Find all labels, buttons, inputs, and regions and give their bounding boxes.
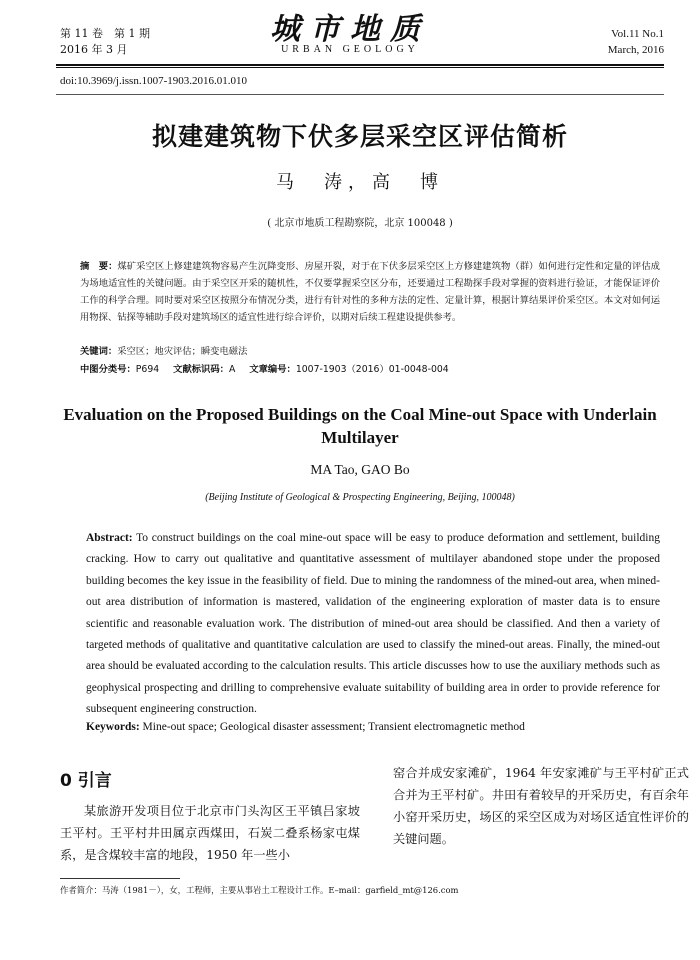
date-cn: 2016 年 3 月	[60, 43, 128, 56]
keywords-cn-text: 采空区；地灾评估；瞬变电磁法	[117, 346, 248, 357]
journal-masthead	[250, 14, 450, 56]
article-title-en: Evaluation on the Proposed Buildings on the Coal Mine-out Space with Underlain Multilayer	[63, 405, 657, 447]
authors-en: MA Tao, GAO Bo	[310, 462, 410, 477]
keywords-en-text: Mine-out space; Geological disaster assessment; Transient electromagnetic method	[139, 721, 525, 733]
header-rule-thick	[56, 64, 664, 66]
keywords-en	[86, 718, 660, 736]
abstract-cn-text: 煤矿采空区上修建建筑物容易产生沉降变形、房屋开裂，对于在下伏多层采空区上方修建建筑物（群）如何进行定性和定量的评估成为场地适宜性的关键问题。由于采空区开采的随机性，不仅要掌握采空区分布，还要通过工程勘探手段对掌握的资料进行验证，才能保证评价工作的科学合理。同时要对采空区按照分布情况分类，进行有针对性的多种方法的定性、定量计算，根据计算结果评价采空区。本文对如何运用物探、钻探等辅助手段对建筑场区的适宜性进行综合评价，以期对后续工程建设提供参考。	[80, 261, 660, 323]
abstract-en-label: Abstract:	[86, 532, 133, 544]
volume-issue-en: Vol.11 No.1	[611, 28, 664, 40]
journal-logo: 城市地质	[270, 12, 430, 47]
header-volume-en	[608, 26, 664, 58]
authors-cn: 马 涛，高 博	[276, 172, 444, 193]
clc-label: 中图分类号：	[80, 364, 136, 375]
keywords-cn	[80, 343, 660, 360]
clc-value: P694	[135, 364, 160, 375]
affiliation-cn: ( 北京市地质工程勘察院，北京 100048 )	[267, 218, 453, 229]
abstract-en-text: To construct buildings on the coal mine-out space will be easy to produce deformation and settlement, building cracking. How to carry out qualitative and quantitative assessment of multilayer abandoned stope under the proposed building becomes the key issue in the feasibility of field. Due to mining the randomness of the mined-out area, when mined-out area distribution of information is mastered, validation of the engineering exploration of master data is to ensure scientific and reasonable evaluation work. The distribution of mined-out area should be classified. And then a variety of targeted methods of qualitative and quantitative calculation are used to classify the mined-out areas. Finally, the mined-out area should be evaluated according to the calculation results. This article discusses how to use the auxiliary methods such as geophysical prospecting and drilling to comprehensive evaluate suitability of building area in order to provide reference for subsequent engineering construction.	[86, 532, 660, 716]
date-en: March, 2016	[607, 44, 664, 56]
journal-name-en: URBAN GEOLOGY	[281, 44, 419, 55]
doc-code-label: 文献标识码：	[173, 364, 229, 375]
header-rule-thin	[56, 67, 664, 68]
footnote-rule	[60, 878, 180, 879]
volume-issue-cn: 第 11 卷 第 1 期	[60, 27, 150, 40]
doi-rule	[56, 94, 664, 95]
article-no-label: 文章编号：	[249, 364, 296, 375]
keywords-en-label: Keywords:	[86, 721, 140, 733]
doc-code-value: A	[228, 364, 236, 375]
body-column-right: 窑合并成安家滩矿，1964 年安家滩矿与王平村矿正式合并为王平村矿。井田有着较早的开采历史，有百余年小窑开采历史，场区的采空区成为对场区适宜性评价的关键问题。	[393, 766, 689, 846]
body-column-left: 某旅游开发项目位于北京市门头沟区王平镇吕家坡王平村。王平村井田属京西煤田，石炭二叠系杨家屯煤系，是含煤较丰富的地段，1950 年一些小	[60, 804, 360, 862]
abstract-cn-label: 摘 要：	[80, 261, 118, 272]
keywords-cn-label: 关键词：	[80, 346, 118, 357]
article-title-cn: 拟建建筑物下伏多层采空区评估简析	[151, 122, 568, 151]
header-volume-cn	[60, 26, 150, 58]
article-no-value: 1007-1903（2016）01-0048-004	[295, 364, 449, 375]
section-heading-intro: 0 引言	[60, 771, 112, 791]
abstract-en	[86, 528, 660, 721]
classification-line	[80, 361, 660, 378]
doi: doi:10.3969/j.issn.1007-1903.2016.01.010	[60, 75, 248, 87]
author-footnote: 作者简介：马涛（1981－），女，工程师，主要从事岩土工程设计工作。E–mail：garfield_mt@126.com	[60, 885, 459, 895]
affiliation-en: (Beijing Institute of Geological & Prospecting Engineering, Beijing, 100048)	[205, 492, 515, 503]
abstract-cn	[80, 258, 660, 326]
